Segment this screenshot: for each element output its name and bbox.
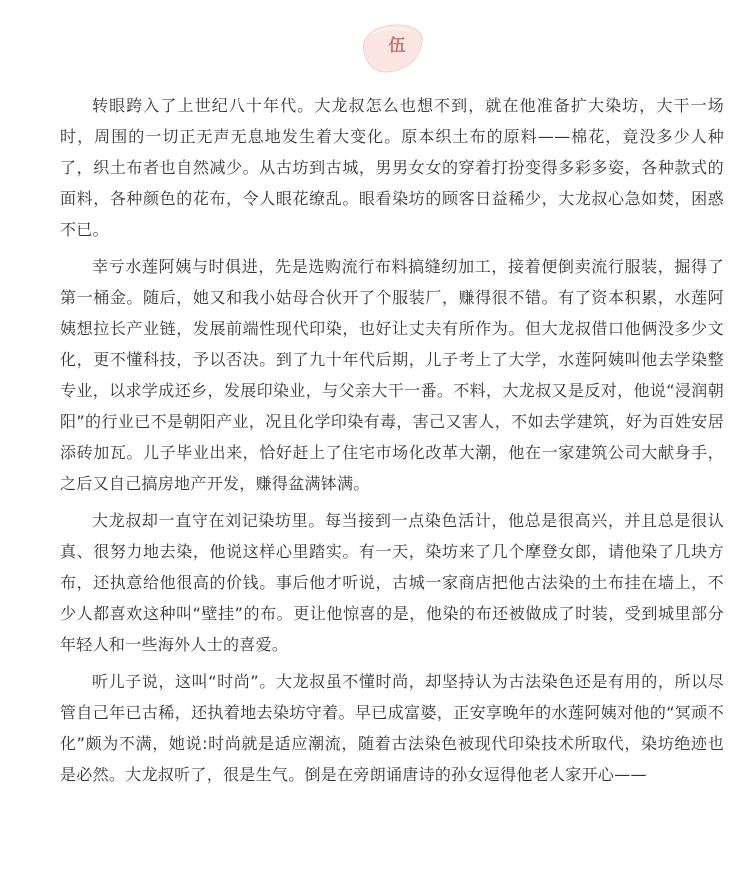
paragraph-2: 幸亏水莲阿姨与时俱进，先是选购流行布料搞缝纫加工，接着便倒卖流行服装，掘得了第一桶金。随后，她又和我小姑母合伙开了个服装厂，赚得很不错。有了资本积累，水莲阿姨想拉长产业链，发展前端性现代印染，也好让丈夫有所作为。但大龙叔借口他俩没多少文化，更不懂科技，予以否决。到了九十年代后期，儿子考上了大学，水莲阿姨叫他去学染整专业，以求学成还乡，发展印染业，与父亲大干一番。不料，大龙叔又是反对，他说“浸润朝阳”的行业已不是朝阳产业，况且化学印染有毒，害己又害人，不如去学建筑，好为百姓安居添砖加瓦。儿子毕业出来，恰好赶上了住宅市场化改革大潮，他在一家建筑公司大献身手，之后又自己搞房地产开发，赚得盆满钵满。: [60, 257, 724, 493]
section-number-badge: [358, 22, 426, 74]
section-number: 伍: [388, 36, 406, 56]
article-body: [60, 90, 724, 796]
paragraph-3: 大龙叔却一直守在刘记染坊里。每当接到一点染色活计，他总是很高兴，并且总是很认真、很努力地去染，他说这样心里踏实。有一天，染坊来了几个摩登女郎，请他染了几块方布，还执意给他很高的价钱。事后他才听说，古城一家商店把他古法染的土布挂在墙上，不少人都喜欢这种叫“壁挂”的布。更让他惊喜的是，他染的布还被做成了时装，受到城里部分年轻人和一些海外人士的喜爱。: [60, 511, 724, 654]
paragraph-1: 转眼跨入了上世纪八十年代。大龙叔怎么也想不到，就在他准备扩大染坊，大干一场时，周围的一切正无声无息地发生着大变化。原本织土布的原料——棉花，竟没多少人种了，织土布者也自然减少。从古坊到古城，男男女女的穿着打扮变得多彩多姿，各种款式的面料，各种颜色的花布，令人眼花缭乱。眼看染坊的顾客日益稀少，大龙叔心急如焚，困惑不已。: [60, 96, 724, 239]
paragraph-4: 听儿子说，这叫“时尚”。大龙叔虽不懂时尚，却坚持认为古法染色还是有用的，所以尽管自己年已古稀，还执着地去染坊守着。早已成富婆，正安享晚年的水莲阿姨对他的“冥顽不化”颇为不满，她说:时尚就是适应潮流，随着古法染色被现代印染技术所取代，染坊绝迹也是必然。大龙叔听了，很是生气。倒是在旁朗诵唐诗的孙女逗得他老人家开心——: [60, 672, 724, 784]
section-header: [0, 18, 750, 78]
